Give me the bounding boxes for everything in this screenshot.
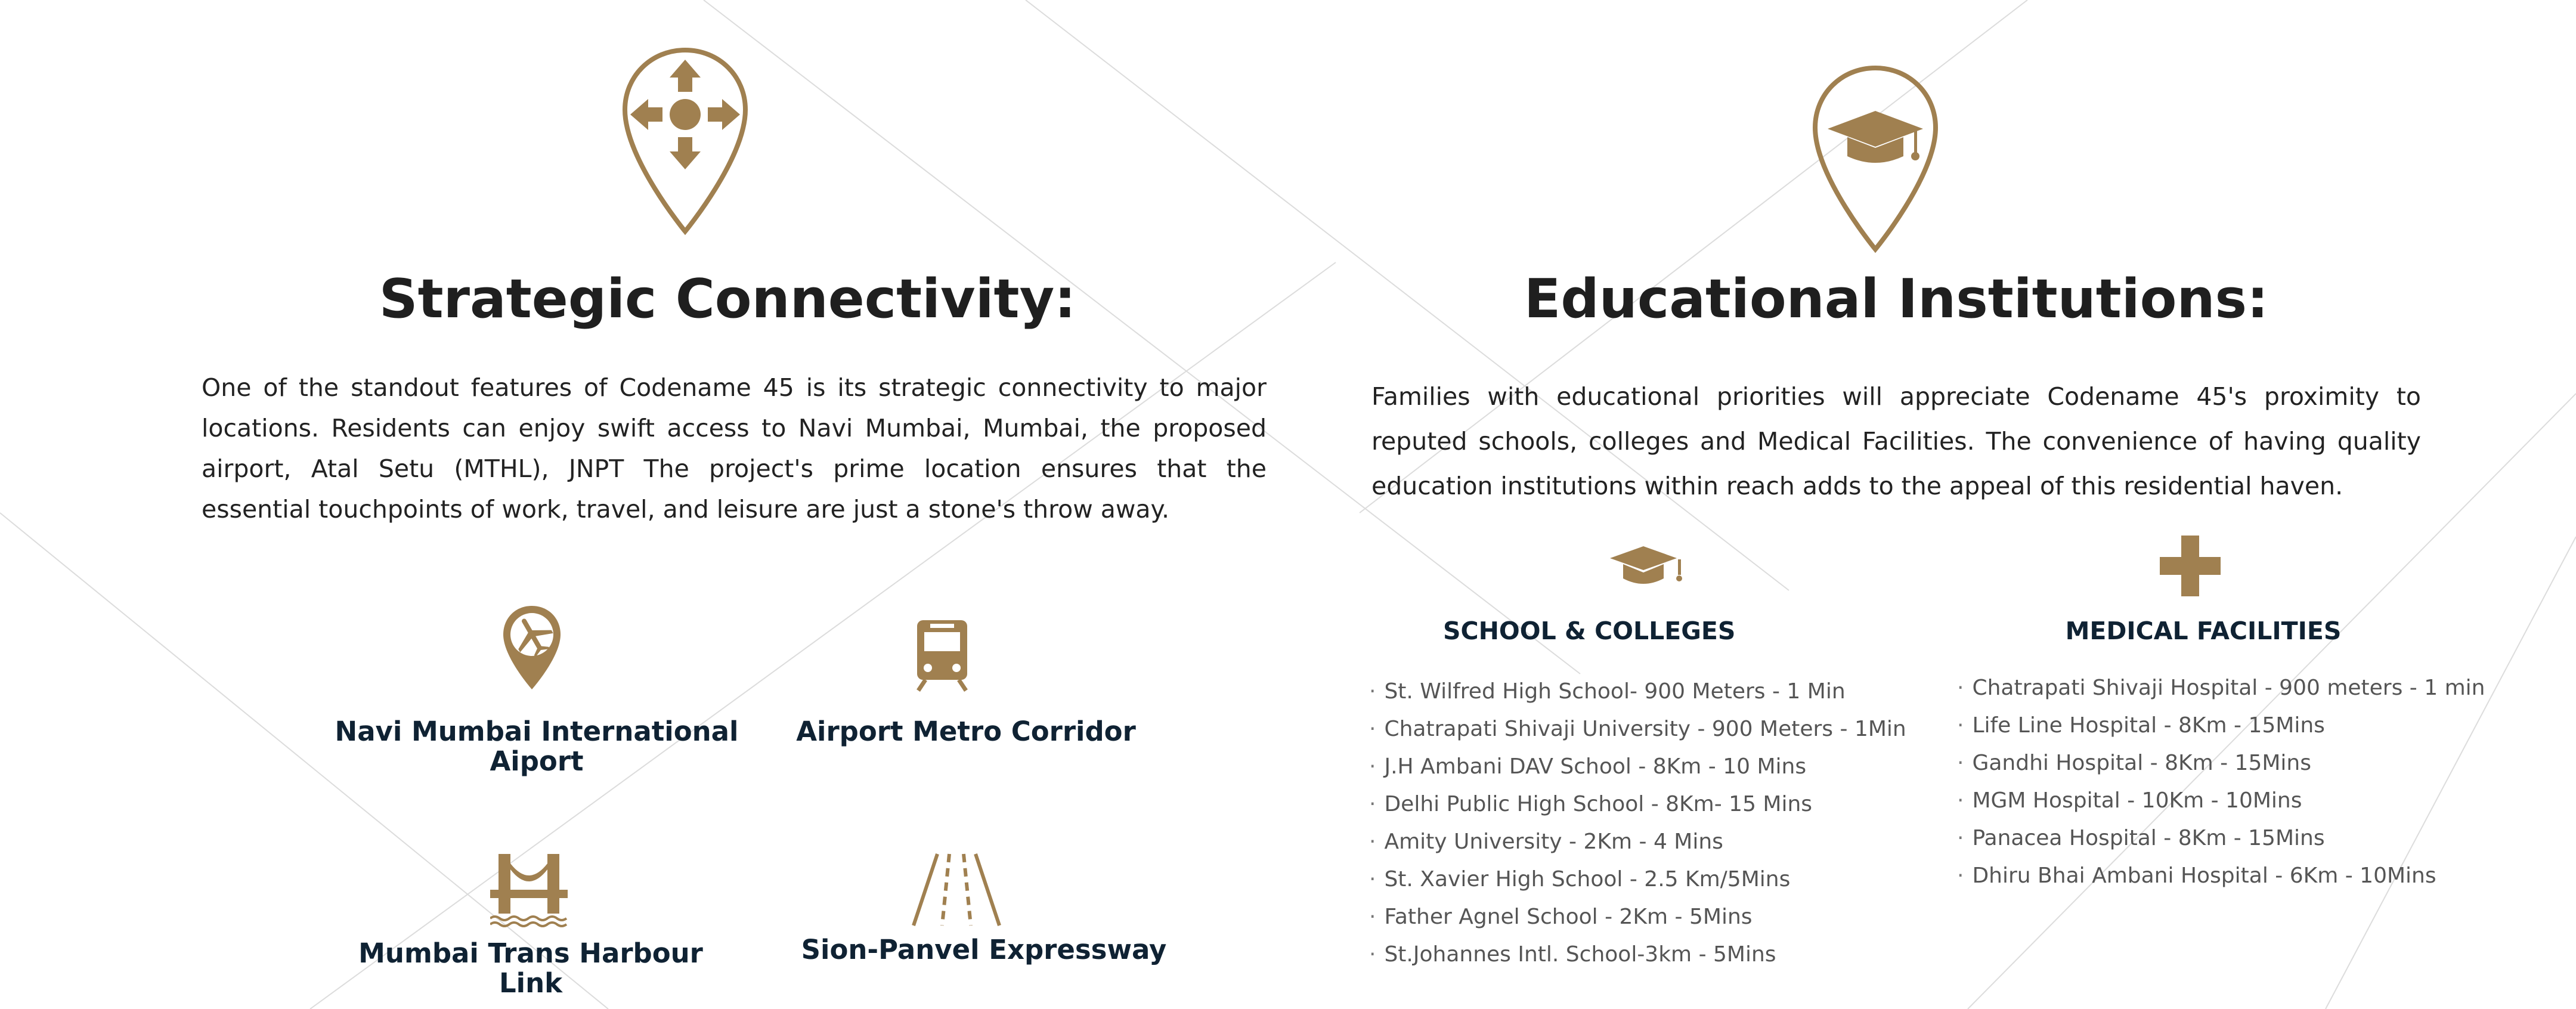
graduation-cap-icon bbox=[1608, 544, 1685, 592]
list-item: · Delhi Public High School - 8Km- 15 Mins bbox=[1369, 792, 1813, 816]
paragraph-line: locations. Residents can enjoy swift access to Navi Mumbai, Mumbai, the proposed bbox=[202, 414, 1267, 442]
paragraph-line: education institutions within reach adds to the appeal of this residential haven. bbox=[1371, 472, 2343, 500]
paragraph-line: essential touchpoints of work, travel, and leisure are just a stone's throw away. bbox=[202, 495, 1170, 524]
connectivity-title: Strategic Connectivity: bbox=[379, 268, 1076, 330]
connectivity-paragraph bbox=[202, 367, 1267, 530]
medical-list bbox=[1957, 669, 2485, 895]
expressway-road-icon bbox=[910, 852, 1003, 928]
bridge-icon bbox=[490, 852, 568, 928]
list-item: · Father Agnel School - 2Km - 5Mins bbox=[1369, 905, 1753, 929]
medical-heading: MEDICAL FACILITIES bbox=[2065, 617, 2342, 645]
education-paragraph bbox=[1371, 374, 2421, 509]
paragraph-line: airport, Atal Setu (MTHL), JNPT The project's prime location ensures that the bbox=[202, 454, 1267, 483]
conn-item-sion-panvel bbox=[787, 935, 1181, 965]
location-pin-graduation-cap-icon bbox=[1807, 63, 1944, 260]
list-item: · MGM Hospital - 10Km - 10Mins bbox=[1957, 788, 2302, 813]
conn-item-mthl bbox=[334, 939, 727, 998]
list-item: · Gandhi Hospital - 8Km - 15Mins bbox=[1957, 751, 2311, 775]
education-title: Educational Institutions: bbox=[1524, 268, 2269, 330]
list-item: · Life Line Hospital - 8Km - 15Mins bbox=[1957, 713, 2325, 738]
location-pin-directions-icon bbox=[617, 45, 754, 242]
schools-list bbox=[1369, 673, 1906, 973]
list-item: · St.Johannes Intl. School-3km - 5Mins bbox=[1369, 942, 1776, 967]
paragraph-line: Families with educational priorities will appreciate Codename 45's proximity to bbox=[1371, 382, 2421, 411]
conn-item-label: Aiport bbox=[490, 745, 584, 777]
list-item: · St. Xavier High School - 2.5 Km/5Mins bbox=[1369, 867, 1791, 892]
list-item: · Amity University - 2Km - 4 Mins bbox=[1369, 830, 1723, 854]
list-item: · Dhiru Bhai Ambani Hospital - 6Km - 10Mins bbox=[1957, 863, 2436, 888]
conn-item-airport-metro bbox=[775, 717, 1157, 747]
medical-cross-icon bbox=[2159, 534, 2222, 598]
list-item: · Panacea Hospital - 8Km - 15Mins bbox=[1957, 826, 2325, 850]
conn-item-label: Mumbai Trans Harbour Link bbox=[358, 937, 703, 999]
list-item: · St. Wilfred High School- 900 Meters - 1 Min bbox=[1369, 679, 1846, 704]
metro-train-icon bbox=[914, 618, 971, 693]
list-item: · Chatrapati Shivaji Hospital - 900 meters - 1 min bbox=[1957, 676, 2485, 700]
airport-pin-icon bbox=[501, 603, 563, 693]
conn-item-navi-mumbai-airport bbox=[334, 717, 739, 776]
schools-heading: SCHOOL & COLLEGES bbox=[1443, 617, 1736, 645]
paragraph-line: One of the standout features of Codename 45 is its strategic connectivity to major bbox=[202, 373, 1267, 402]
list-item: · Chatrapati Shivaji University - 900 Meters - 1Min bbox=[1369, 717, 1906, 741]
list-item: · J.H Ambani DAV School - 8Km - 10 Mins bbox=[1369, 754, 1807, 779]
paragraph-line: reputed schools, colleges and Medical Facilities. The convenience of having quality bbox=[1371, 427, 2421, 456]
conn-item-label: Airport Metro Corridor bbox=[796, 716, 1136, 747]
conn-item-label: Sion-Panvel Expressway bbox=[801, 934, 1167, 965]
conn-item-label: Navi Mumbai International bbox=[335, 716, 739, 747]
